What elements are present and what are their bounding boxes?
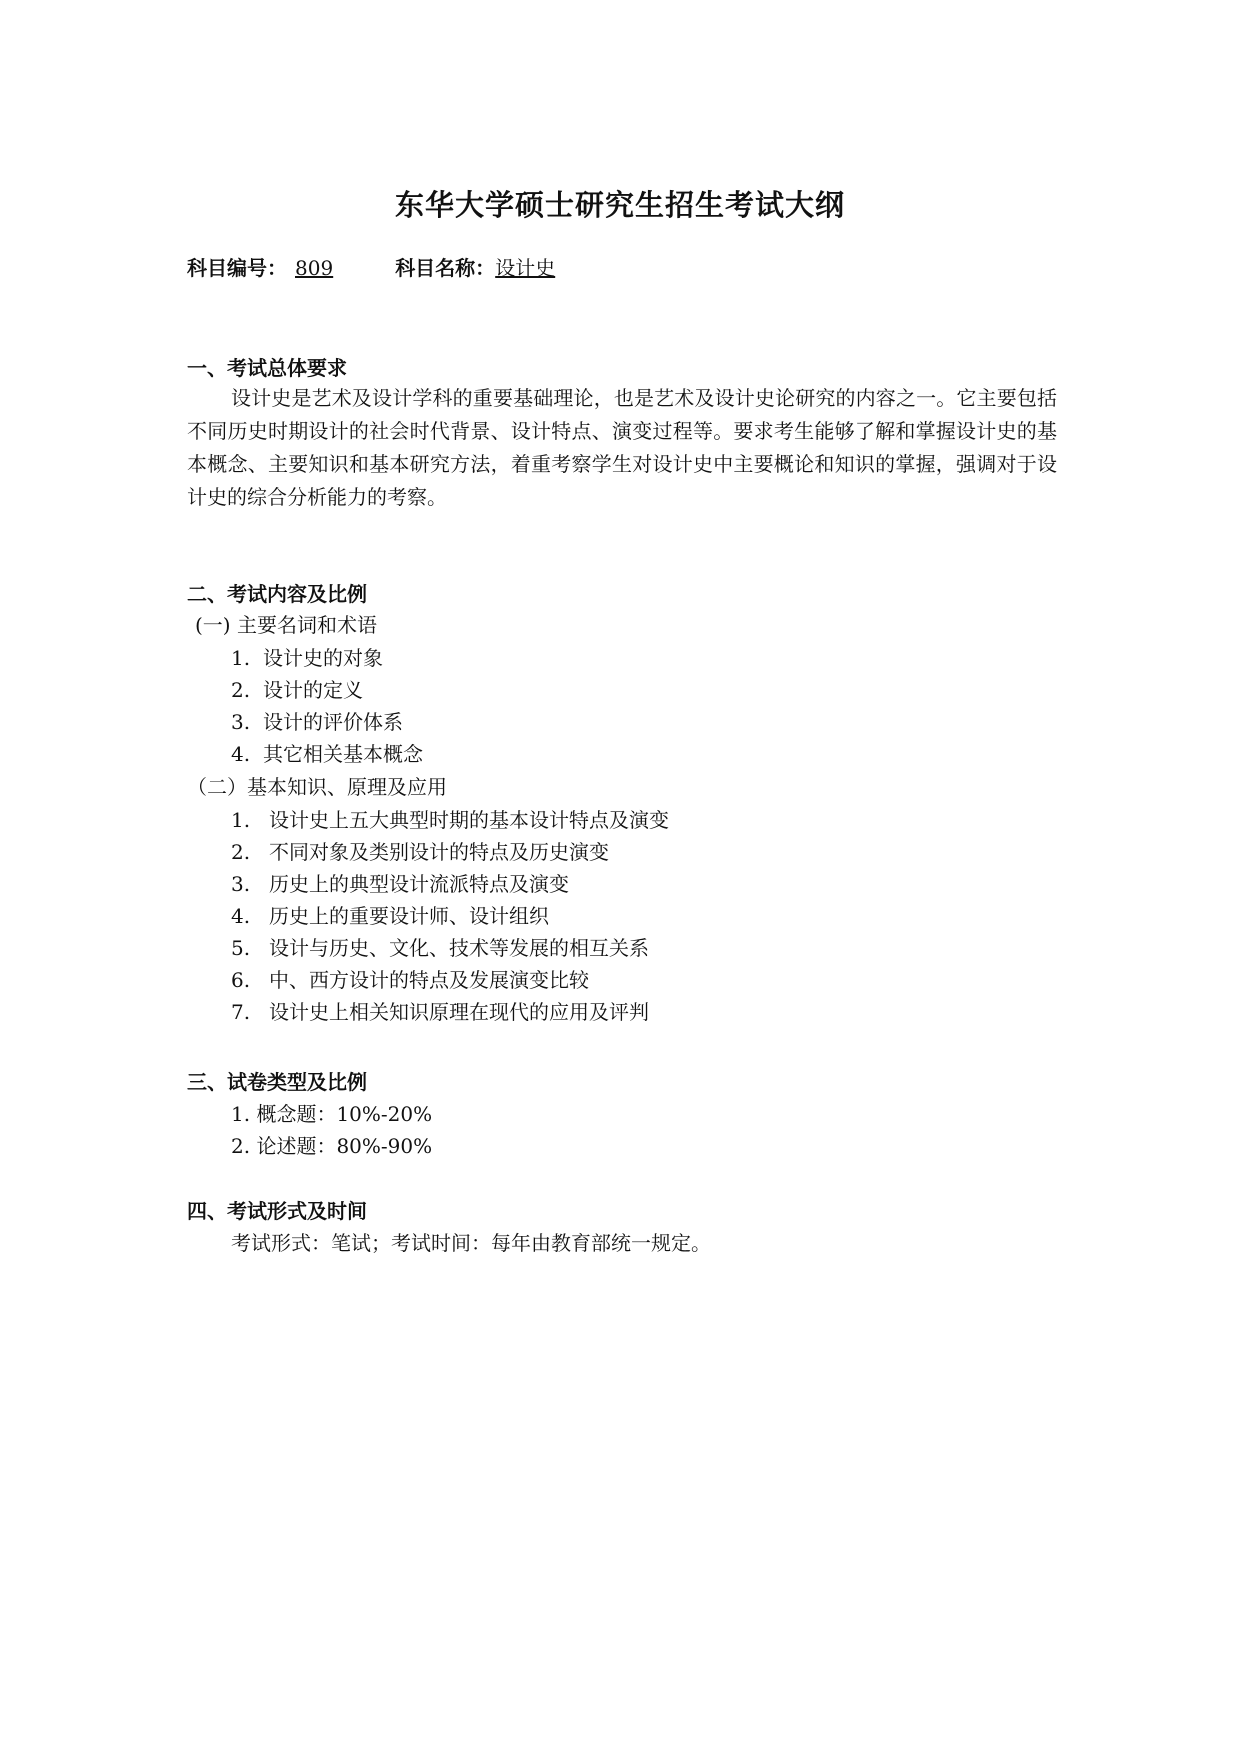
list-item: 2. 不同对象及类别设计的特点及历史演变 (231, 840, 609, 864)
subject-code-value: 809 (295, 256, 334, 280)
section1-heading: 一、考试总体要求 (187, 356, 347, 380)
list-item: 4. 历史上的重要设计师、设计组织 (231, 904, 549, 928)
list-item: 1. 设计史的对象 (231, 646, 383, 670)
list-item: 1. 概念题：10%-20% (231, 1102, 433, 1126)
section3-heading: 三、试卷类型及比例 (187, 1070, 367, 1094)
list-item: 7. 设计史上相关知识原理在现代的应用及评判 (231, 1000, 649, 1024)
list-item: 4. 其它相关基本概念 (231, 742, 423, 766)
section2-heading: 二、考试内容及比例 (187, 582, 367, 606)
list-item: 6. 中、西方设计的特点及发展演变比较 (231, 968, 589, 992)
list-item: 3. 历史上的典型设计流派特点及演变 (231, 872, 569, 896)
section4-heading: 四、考试形式及时间 (187, 1199, 367, 1223)
list-item: 2. 设计的定义 (231, 678, 363, 702)
subject-line (187, 252, 555, 281)
list-item: 5. 设计与历史、文化、技术等发展的相互关系 (231, 936, 649, 960)
list-item: 3. 设计的评价体系 (231, 710, 403, 734)
section4-text: 考试形式：笔试；考试时间：每年由教育部统一规定。 (231, 1231, 711, 1255)
section2-part2-heading: （二）基本知识、原理及应用 (187, 775, 447, 799)
subject-code-label: 科目编号： (187, 256, 287, 280)
subject-name-label: 科目名称： (395, 256, 496, 280)
section2-part1-heading: (一) 主要名词和术语 (195, 613, 377, 637)
section1-paragraph: 设计史是艺术及设计学科的重要基础理论，也是艺术及设计史论研究的内容之一。它主要包括不同历史时期设计的社会时代背景、设计特点、演变过程等。要求考生能够了解和掌握设计史的基本概念、主要知识和基本研究方法，着重考察学生对设计史中主要概论和知识的掌握，强调对于设计史的综合分析能力的考察。 (187, 386, 1057, 509)
list-item: 1. 设计史上五大典型时期的基本设计特点及演变 (231, 808, 669, 832)
page-title: 东华大学硕士研究生招生考试大纲 (394, 188, 845, 222)
subject-name-value: 设计史 (495, 256, 556, 280)
list-item: 2. 论述题：80%-90% (231, 1134, 433, 1158)
